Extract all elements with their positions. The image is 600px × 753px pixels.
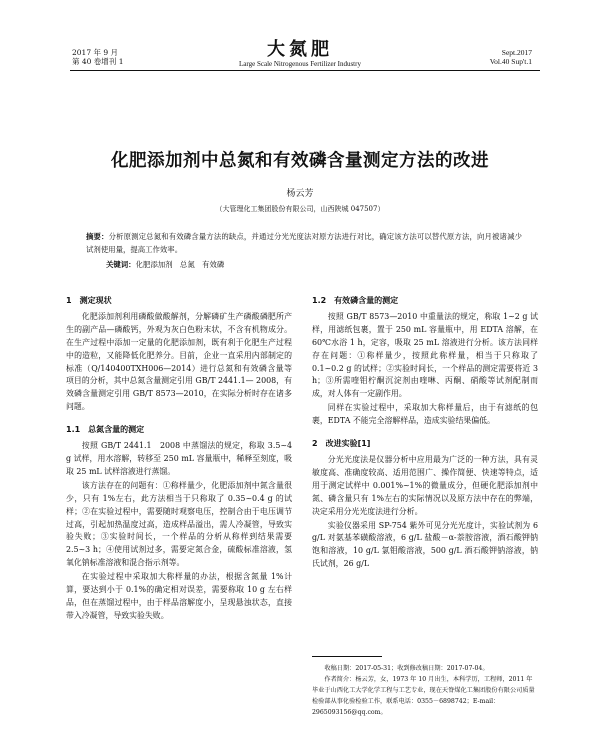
- footnote: [312, 663, 538, 718]
- paper-affiliation: （大管理化工集团股份有限公司，山西陕城 047507）: [215, 205, 385, 213]
- section-heading-2: 2 改进实验[1]: [312, 439, 371, 449]
- header-volume-en: Vol.40 Sup't.1: [489, 57, 532, 66]
- paragraph: 该方法存在的问题有：①称样量少，化肥添加剂中氮含量很少，只有 1%左右，此方法相当于只称取了 0.35~0.4 g 的试样；②在实验过程中，需要随时观察电压，控制合由于电压调节过高，引起加热温度过高，造成样品溢出，需人冷凝管，导致实验失败；③实验时间长，一个样品的分析从称样到结果需要 2.5~3 h；④使用试剂过多，需要定氮合金，硫酸标准溶液，氢氧化钠标准溶液和混合指示剂等。: [66, 480, 292, 568]
- keywords: [106, 259, 526, 271]
- paragraph: 在实验过程中采取加大称样量的办法，根据含氮量 1%计算，要达到小于 0.1%的确定相对误差，需要称取 10 g 左右样品，但在蒸馏过程中，由于样品溶解度小，呈现悬浊状态，直接带入冷凝管，导致实验失败。: [66, 572, 292, 620]
- keywords-text: 化肥添加剂 总氮 有效磷: [135, 260, 225, 269]
- paragraph: 按照 GB/T 8573—2010 中重量法的规定，称取 1~2 g 试样，用滤纸包裹，置于 250 mL 容量瓶中，用 EDTA 溶解，在 60℃水浴 1 h，定容，吸取 25 mL 溶液进行分析。该方法同样存在问题：①称样量少，按照此称样量，相当于只称取了 0.1~0.2 g 的试样；②实验时间长，一个样品的测定需要将近 3 h；③所需喹钼柠酮沉淀剂由喹啉、丙酮、硝酸等试剂配制而成，对人体有一定副作用。: [312, 311, 538, 399]
- right-column: [312, 295, 538, 572]
- footnote-divider: [312, 656, 382, 657]
- journal-date-volume-en: [490, 48, 532, 66]
- paragraph: 同样在实验过程中，采取加大称样量后，由于有滤纸的包裹，EDTA 不能完全溶解样品，造成实验结果偏低。: [312, 403, 538, 426]
- header-date-en: Sept.2017: [501, 48, 532, 57]
- header-date: 2017 年 9 月: [72, 48, 119, 57]
- abstract: [86, 231, 522, 256]
- section-heading-1: 1 测定现状: [66, 296, 112, 305]
- journal-english-name: Large Scale Nitrogenous Fertilizer Industry: [239, 60, 361, 68]
- left-column: [66, 295, 292, 624]
- section-heading-1-1: 1.1 总氮含量的测定: [66, 425, 145, 435]
- paragraph: 实验仪器采用 SP-754 紫外可见分光光度计，实验试剂为 6 g/L 对氨基苯磺酸溶液，6 g/L 盐酸－α-萘胺溶液，酒石酸钾钠饱和溶液，10 g/L 氯钼酸溶液，500 g/L 酒石酸钾钠溶液，钠氏试剂，26 g/L: [312, 520, 538, 569]
- abstract-text: 分析原测定总氮和有效磷含量方法的缺点，并通过分光光度法对原方法进行对比，确定该方法可以替代原方法，向月被诸减少试剂使用量，提高工作效率。: [86, 232, 522, 254]
- paragraph: 分光光度法是仪器分析中应用最为广泛的一种方法，具有灵敏度高、准确度较高、适用范围广、操作简便、快速等特点，适用于测定试样中 0.001%~1%的微量成分，但硬化肥添加剂中氮、磷含量只有 1%左右的实际情况以及原方法中存在的弊端，决定采用分光光度法进行分析。: [312, 454, 538, 516]
- footnote-bio: 作者简介：杨云芳，女，1973 年 10 月出生，本科学历，工程师，2011 年毕业于山西化工大学化学工程与工艺专业，现在天脊煤化工集团股份有限公司质量检验部从事化验检验工作，联系电话：0355－6898742；E-mail：2965093156@qq.com。: [312, 676, 535, 716]
- journal-logo: 大氮肥: [267, 39, 333, 60]
- keywords-label: 关键词：: [106, 260, 136, 269]
- paragraph: 按照 GB/T 2441.1 2008 中蒸馏法的规定，称取 3.5~4 g 试样，用水溶解，转移至 250 mL 容量瓶中，稀释至刻度，吸取 25 mL 试样溶液进行蒸馏。: [66, 441, 292, 476]
- section-heading-1-2: 1.2 有效磷含量的测定: [312, 296, 399, 305]
- footnote-received: 收稿日期：2017-05-31；收到修改稿日期：2017-07-04。: [324, 665, 489, 672]
- header-volume: 第 40 卷增刊 1: [72, 57, 124, 66]
- abstract-label: 摘要：: [86, 232, 109, 241]
- paper-title: 化肥添加剂中总氮和有效磷含量测定方法的改进: [111, 151, 489, 171]
- paragraph: 化肥添加剂利用磷酸做酸解剂，分解磷矿生产磷酸磷肥所产生的副产品—磷酸钙，外观为灰白色粉末状，不含有机物成分。在生产过程中添加一定量的化肥添加剂，既有利于化肥生产过程中的造粒，又能降低化肥养分。目前，企业一直采用内部制定的标准（Q/140400TXH006—2014）进行总氮和有效磷含量等项目的分析，其中总氮含量测定引用 GB/T 2441.1— 2008，有效磷含量测定引用 GB/T 8573—2010，在实际分析时存在诸多问题。: [66, 311, 292, 412]
- header-divider: [70, 70, 540, 71]
- paper-author: 杨云芳: [286, 189, 314, 199]
